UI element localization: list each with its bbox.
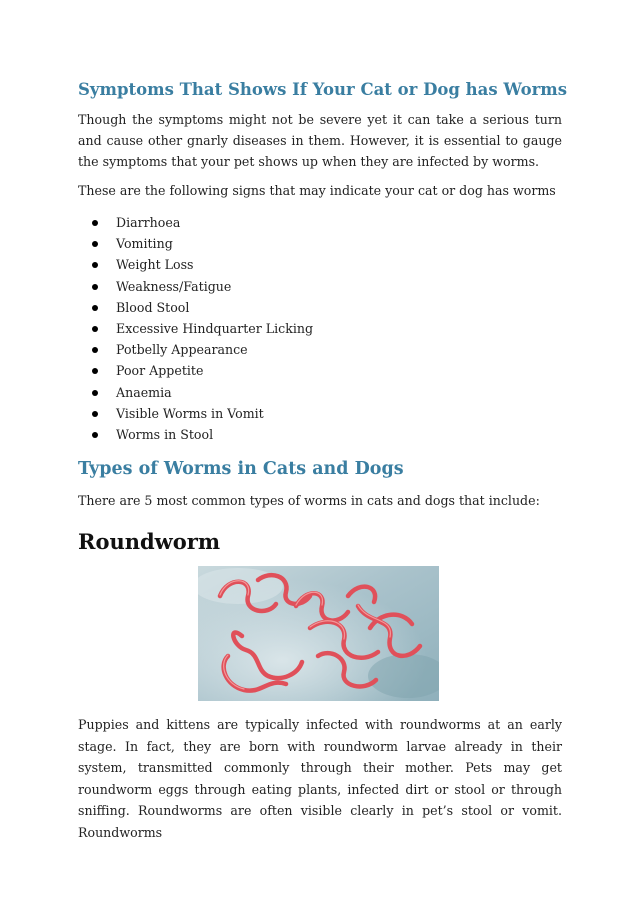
- list-item: [78, 424, 562, 445]
- roundworm-image: [198, 566, 439, 701]
- bullet-icon: [92, 390, 98, 396]
- types-intro-paragraph: There are 5 most common types of worms in cats and dogs that include:: [78, 493, 540, 509]
- roundworm-heading: Roundworm: [78, 529, 221, 555]
- bullet-icon: [92, 305, 98, 311]
- list-item: [78, 360, 562, 381]
- symptoms-lead-paragraph: These are the following signs that may indicate your cat or dog has worms: [78, 183, 556, 198]
- list-item: [78, 318, 562, 339]
- symptoms-intro-paragraph: Though the symptoms might not be severe yet it can take a serious turn and cause other gnarly diseases in them. However, it is essential to gauge the symptoms that your pet shows up when they are infected by worms.: [78, 112, 562, 169]
- list-item-label: Vomiting: [116, 236, 173, 252]
- list-item-label: Potbelly Appearance: [116, 342, 248, 358]
- bullet-icon: [92, 262, 98, 268]
- symptoms-heading: Symptoms That Shows If Your Cat or Dog has Worms: [78, 80, 568, 99]
- list-item-label: Worms in Stool: [116, 427, 214, 443]
- types-heading: Types of Worms in Cats and Dogs: [78, 459, 404, 480]
- bullet-icon: [92, 347, 98, 353]
- list-item-label: Diarrhoea: [116, 215, 181, 230]
- list-item-label: Anaemia: [116, 384, 172, 400]
- list-item: [78, 297, 562, 318]
- document-content: [78, 76, 568, 843]
- bullet-icon: [92, 284, 98, 290]
- list-item-label: Excessive Hindquarter Licking: [116, 321, 314, 337]
- bullet-icon: [92, 368, 98, 374]
- list-item-label: Poor Appetite: [116, 363, 204, 379]
- list-item: [78, 382, 562, 403]
- list-item-label: Blood Stool: [116, 299, 190, 315]
- list-item-label: Weight Loss: [116, 257, 194, 273]
- list-item-label: Visible Worms in Vomit: [116, 405, 264, 421]
- bullet-icon: [92, 411, 98, 417]
- list-item: [78, 212, 562, 233]
- list-item: [78, 254, 562, 275]
- list-item: [78, 403, 562, 424]
- symptoms-list: [78, 212, 562, 445]
- list-item: [78, 233, 562, 254]
- bullet-icon: [92, 326, 98, 332]
- list-item-label: Weakness/Fatigue: [116, 278, 232, 294]
- list-item: [78, 339, 562, 360]
- roundworm-photo: [198, 566, 439, 701]
- bullet-icon: [92, 220, 98, 226]
- roundworm-paragraph: Puppies and kittens are typically infected with roundworms at an early stage. In fact, they are born with roundworm larvae already in their system, transmitted commonly through their mother. Pets may get roundworm eggs through eating plants, infected dirt or stool or through sniffing. Roundworms are often visible clearly in pet’s stool or vomit. Roundworms: [78, 717, 562, 840]
- bullet-icon: [92, 241, 98, 247]
- list-item: [78, 276, 562, 297]
- bullet-icon: [92, 432, 98, 438]
